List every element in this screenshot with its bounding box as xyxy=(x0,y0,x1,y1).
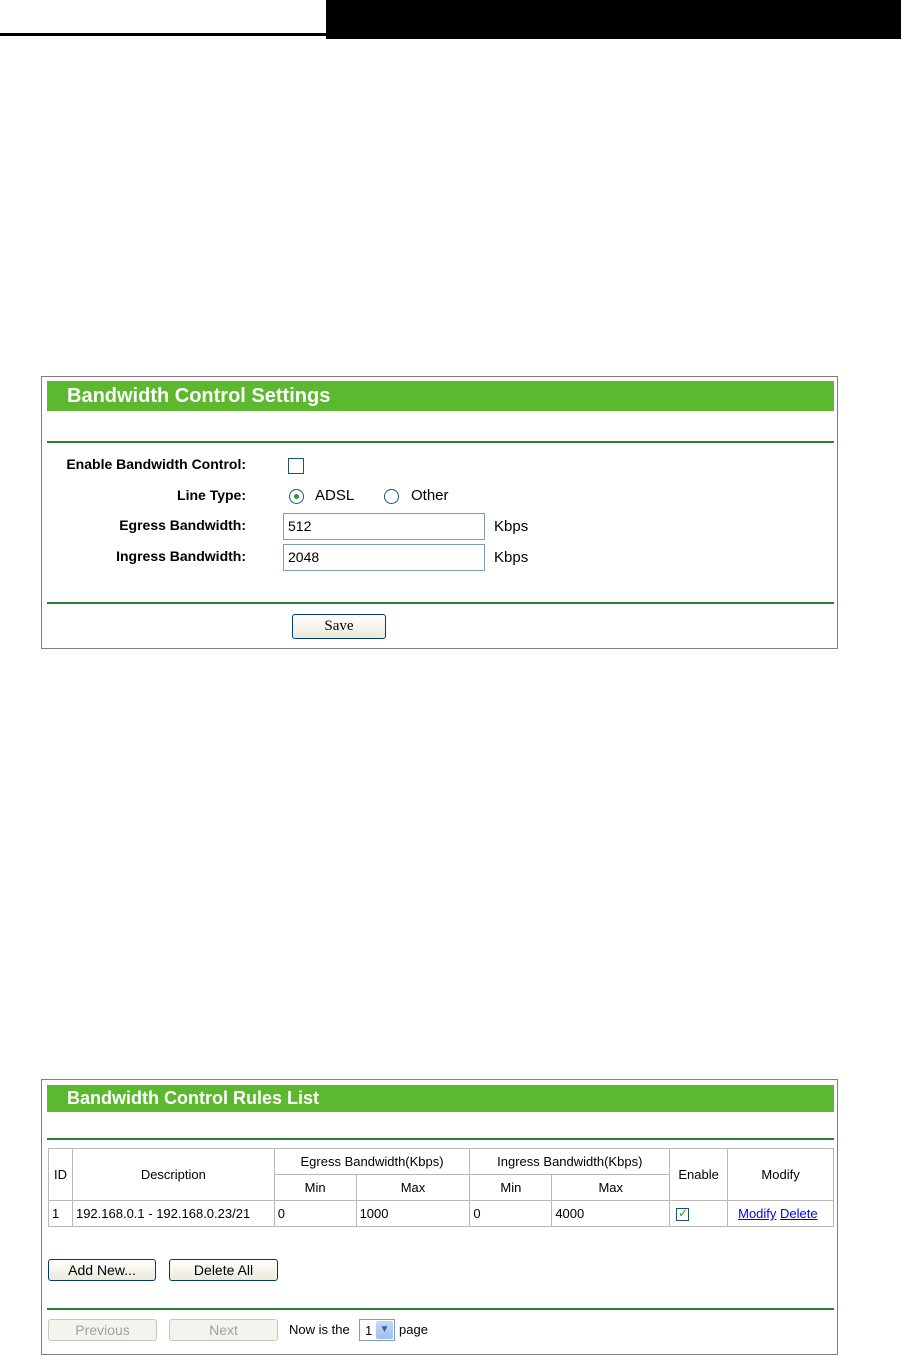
cell-ingress-min: 0 xyxy=(470,1201,552,1227)
page-suffix-text: page xyxy=(399,1322,428,1337)
rules-table xyxy=(48,1148,834,1227)
line-type-label: Line Type: xyxy=(177,487,246,503)
cell-id: 1 xyxy=(49,1201,73,1227)
header-id: ID xyxy=(49,1149,73,1201)
bandwidth-rules-panel xyxy=(41,1079,838,1355)
line-type-other-label: Other xyxy=(411,487,449,504)
enable-bandwidth-label: Enable Bandwidth Control: xyxy=(66,456,246,472)
page-prefix-text: Now is the xyxy=(289,1322,350,1337)
settings-bottom-divider xyxy=(47,602,834,604)
header-egress-min: Min xyxy=(274,1175,356,1201)
line-type-adsl-radio[interactable] xyxy=(289,489,304,504)
page-header-bar xyxy=(0,0,901,40)
header-ingress: Ingress Bandwidth(Kbps) xyxy=(470,1149,670,1175)
modify-link[interactable]: Modify xyxy=(738,1206,777,1221)
page-select[interactable] xyxy=(359,1319,395,1341)
delete-all-button[interactable]: Delete All xyxy=(169,1259,278,1281)
header-description: Description xyxy=(72,1149,274,1201)
header-modify: Modify xyxy=(728,1149,834,1201)
cell-ingress-max: 4000 xyxy=(552,1201,670,1227)
ingress-bandwidth-label: Ingress Bandwidth: xyxy=(116,548,246,564)
header-egress-max: Max xyxy=(356,1175,470,1201)
ingress-bandwidth-input[interactable]: 2048 xyxy=(283,544,485,571)
chevron-down-icon[interactable]: ▼ xyxy=(376,1321,393,1339)
next-button[interactable]: Next xyxy=(169,1319,278,1341)
header-enable: Enable xyxy=(670,1149,728,1201)
table-row xyxy=(49,1201,834,1227)
cell-description: 192.168.0.1 - 192.168.0.23/21 xyxy=(72,1201,274,1227)
cell-egress-min: 0 xyxy=(274,1201,356,1227)
line-type-adsl-label: ADSL xyxy=(315,487,355,504)
header-ingress-min: Min xyxy=(470,1175,552,1201)
bandwidth-settings-panel xyxy=(41,376,838,649)
save-button[interactable]: Save xyxy=(292,614,386,639)
rules-bottom-divider xyxy=(47,1308,834,1310)
ingress-unit: Kbps xyxy=(494,549,529,566)
previous-button[interactable]: Previous xyxy=(48,1319,157,1341)
line-type-other-radio[interactable] xyxy=(384,489,399,504)
page-select-value: 1 xyxy=(365,1323,373,1338)
cell-enable xyxy=(670,1201,728,1227)
delete-link[interactable]: Delete xyxy=(780,1206,818,1221)
cell-modify xyxy=(728,1201,834,1227)
egress-bandwidth-input[interactable]: 512 xyxy=(283,513,485,540)
header-egress: Egress Bandwidth(Kbps) xyxy=(274,1149,470,1175)
enable-bandwidth-checkbox[interactable] xyxy=(288,458,304,474)
settings-title: Bandwidth Control Settings xyxy=(47,381,834,411)
header-right-block xyxy=(326,0,901,39)
header-ingress-max: Max xyxy=(552,1175,670,1201)
settings-top-divider xyxy=(47,441,834,443)
rules-title: Bandwidth Control Rules List xyxy=(47,1085,834,1112)
egress-unit: Kbps xyxy=(494,518,529,535)
egress-bandwidth-label: Egress Bandwidth: xyxy=(119,517,246,533)
cell-egress-max: 1000 xyxy=(356,1201,470,1227)
header-left-block xyxy=(0,0,326,36)
rule-enable-checkbox[interactable] xyxy=(676,1208,689,1221)
add-new-button[interactable]: Add New... xyxy=(48,1259,156,1281)
rules-top-divider xyxy=(47,1138,834,1140)
